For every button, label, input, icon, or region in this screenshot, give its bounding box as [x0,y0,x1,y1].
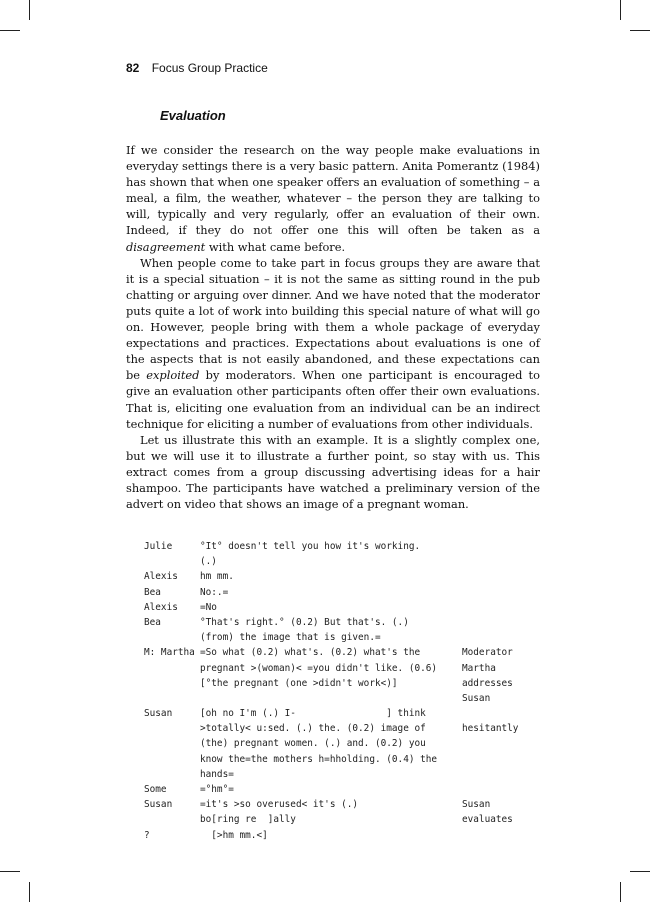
transcript-utterance: (the) pregnant women. (.) and. (0.2) you [200,738,426,750]
transcript-speaker: Julie [144,541,173,552]
transcript-line [144,736,544,751]
transcript-line [144,661,544,676]
paragraph: When people come to take part in focus groups they are aware that it is a special situation – it is not the same as sitting round in the pub chatting or arguing over dinner. And we have noted that the moderator puts quite a lot of work into building this special nature of what will go on. However, people bring with them a whole package of everyday expectations and practices. Expectations about evaluations is one of the aspects that is not easily abandoned, and these expectations can be exploited by moderators. When one participant is encouraged to give an evaluation other participants often offer their own evaluations. That is, eliciting one evaluation from an individual can be an indirect technique for eliciting a number of evaluations from other individuals. [126,255,540,431]
section-heading: Evaluation [160,108,226,123]
emphasis: disagreement [126,239,206,254]
transcript-note: Moderator [462,647,513,659]
transcript-note: hesitantly [462,723,519,735]
transcript-speaker: Bea [144,616,161,628]
page-number: 82 [126,61,140,75]
transcript-speaker: Some [144,784,167,795]
transcript-utterance: hm mm. [200,571,234,583]
transcript-utterance: pregnant >(woman)< =you didn't like. (0.6) [200,662,438,674]
transcript-utterance: =it's >so overused< it's (.) [200,799,359,811]
crop-mark [29,882,30,902]
transcript-utterance: °It° doesn't tell you how it's working. [200,541,421,552]
transcript-line [144,706,544,721]
crop-mark [620,0,621,20]
transcript-utterance: (from) the image that is given.= [200,632,381,644]
transcript-utterance: hands= [200,768,234,780]
transcript-note: addresses [462,677,513,689]
body-text [126,142,540,512]
transcript-line [144,615,544,630]
crop-mark [0,871,20,872]
transcript-utterance: [oh no I'm (.) I- ] think [200,708,426,720]
crop-mark [630,871,650,872]
paragraph: Let us illustrate this with an example. It is a slightly complex one, but we will use it to illustrate a further point, so stay with us. This extract comes from a group discussing advertising ideas for a hair shampoo. The participants have watched a preliminary version of the advert on video that shows an image of a pregnant woman. [126,432,540,512]
transcript-line [144,767,544,782]
transcript-utterance: [>hm mm.<] [200,829,268,841]
transcript-utterance: No:.= [200,586,229,598]
running-header [126,61,268,75]
crop-mark [620,882,621,902]
transcript-utterance: =So what (0.2) what's. (0.2) what's the [200,647,421,659]
transcript-line [144,676,544,691]
transcript-utterance: >totally< u:sed. (.) the. (0.2) image of [200,723,426,735]
paragraph: If we consider the research on the way people make evaluations in everyday settings there is a very basic pattern. Anita Pomerantz (1984) has shown that when one speaker offers an evaluation of something – a meal, a film, the weather, whatever – the person they are talking to will, typically and very regularly, offer an evaluation of their own. Indeed, if they do not offer one this will often be taken as a disagreement with what came before. [126,143,540,254]
transcript-speaker: M: Martha [144,647,195,659]
transcript-line [144,645,544,660]
transcript-utterance: (.) [200,556,217,568]
emphasis: exploited [146,368,200,383]
running-title: Focus Group Practice [151,61,268,75]
transcript-extract [144,539,544,843]
transcript-line [144,585,544,600]
transcript-utterance: know the=the mothers h=hholding. (0.4) the [200,753,438,765]
transcript-speaker: ? [144,829,150,841]
transcript-line [144,752,544,767]
transcript-utterance: bo[ring re ]ally [200,814,296,826]
transcript-line [144,721,544,736]
transcript-utterance: [°the pregnant (one >didn't work<)] [200,677,398,689]
transcript-line [144,797,544,812]
transcript-speaker: Susan [144,799,173,811]
transcript-utterance: °That's right.° (0.2) But that's. (.) [200,616,409,628]
transcript-note: Susan [462,692,491,704]
transcript-line [144,539,544,554]
transcript-utterance: =°hm°= [200,784,234,795]
crop-mark [0,30,20,31]
transcript-line [144,782,544,797]
transcript-speaker: Bea [144,586,161,598]
crop-mark [630,30,650,31]
transcript-note: evaluates [462,814,513,826]
transcript-line [144,812,544,827]
transcript-note: Martha [462,662,496,674]
transcript-utterance: =No [200,601,217,613]
transcript-speaker: Alexis [144,601,178,613]
transcript-line [144,554,544,569]
transcript-line [144,828,544,843]
crop-mark [29,0,30,20]
transcript-speaker: Alexis [144,571,178,583]
transcript-line [144,630,544,645]
transcript-note: Susan [462,799,491,811]
transcript-speaker: Susan [144,708,173,720]
transcript-line [144,569,544,584]
transcript-line [144,600,544,615]
transcript-line [144,691,544,706]
